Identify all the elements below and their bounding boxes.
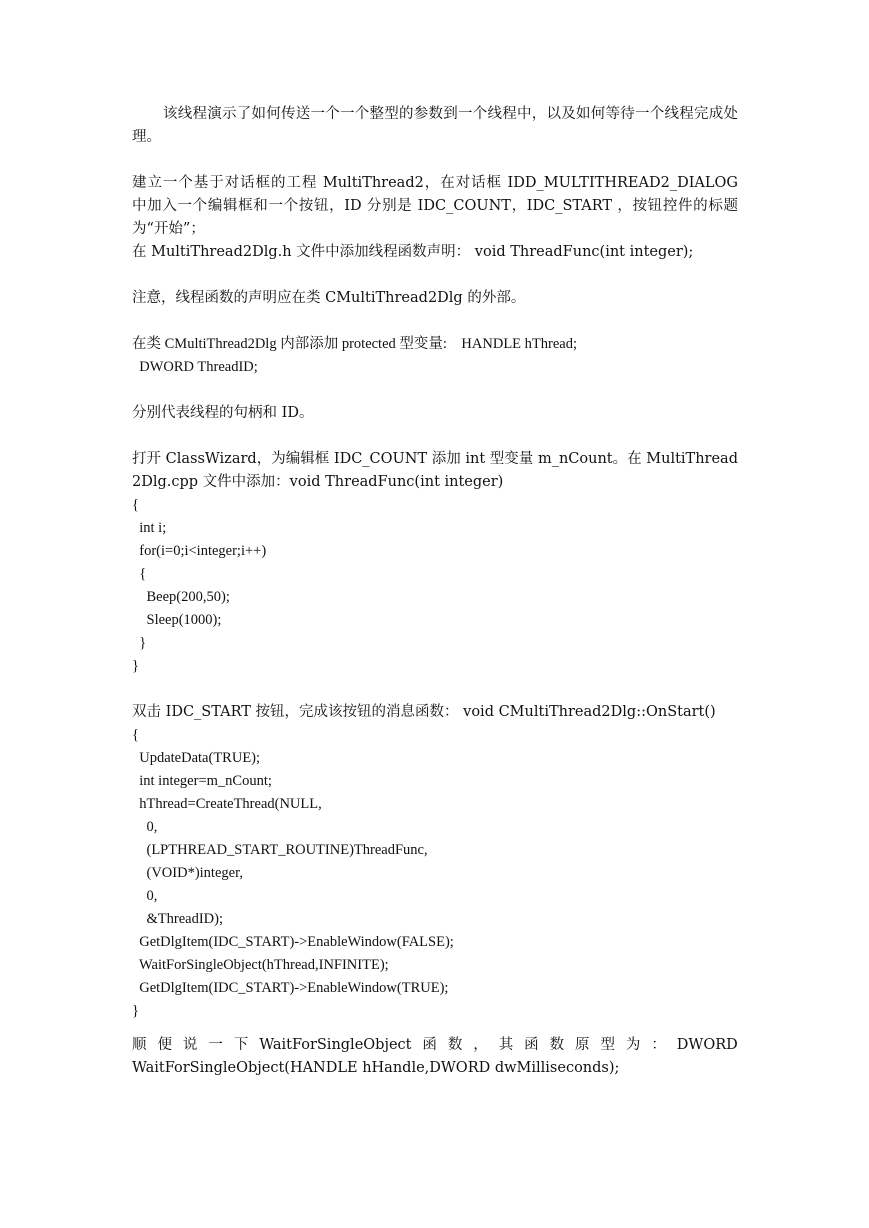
step1-paragraph: 建立一个基于对话框的工程 MultiThread2，在对话框 IDD_MULTITHREAD2_DIALOG 中加入一个编辑框和一个按钮，ID 分别是 IDC_COUNT，IDC_START ，按钮控件的标题为“开始”； <box>132 175 738 237</box>
paragraph-gap <box>132 425 738 448</box>
code-line: Sleep(1000); <box>132 612 222 628</box>
onstart-code-block <box>132 724 738 1023</box>
step2-paragraph: 在 MultiThread2Dlg.h 文件中添加线程函数声明： void ThreadFunc(int integer); <box>132 244 694 260</box>
final-word: 函 <box>422 1037 437 1053</box>
paragraph-gap <box>132 264 738 287</box>
code-line: { <box>132 727 139 743</box>
code-line: GetDlgItem(IDC_START)->EnableWindow(FALSE); <box>132 934 454 950</box>
code-line: Beep(200,50); <box>132 589 230 605</box>
code-line: int integer=m_nCount; <box>132 773 272 789</box>
final-word: ， <box>473 1037 488 1053</box>
final-word: 型 <box>600 1037 615 1053</box>
step5-paragraph: 双击 IDC_START 按钮，完成该按钮的消息函数： void CMultiThread2Dlg::OnStart() <box>132 704 716 720</box>
final-word: 一 <box>208 1037 223 1053</box>
final-paragraph-line1 <box>132 1034 738 1057</box>
final-word: DWORD <box>676 1037 738 1053</box>
handles-description: 分别代表线程的句柄和 ID。 <box>132 405 314 421</box>
code-line: GetDlgItem(IDC_START)->EnableWindow(TRUE); <box>132 980 449 996</box>
paragraph-gap <box>132 149 738 172</box>
code-line: (LPTHREAD_START_ROUTINE)ThreadFunc, <box>132 842 428 858</box>
final-word: 函 <box>524 1037 539 1053</box>
code-line: { <box>132 566 147 582</box>
final-word: 顺 <box>132 1037 147 1053</box>
step3-line1: 在类 CMultiThread2Dlg 内部添加 protected 型变量: HANDLE hThread; <box>132 336 577 352</box>
final-word: 原 <box>575 1037 590 1053</box>
code-line: { <box>132 497 139 513</box>
final-word: 便 <box>157 1037 172 1053</box>
final-word: 为 <box>625 1037 641 1053</box>
step4-paragraph: 打开 ClassWizard，为编辑框 IDC_COUNT 添加 int 型变量 m_nCount。在 MultiThread2Dlg.cpp 文件中添加：void ThreadFunc(int integer) <box>132 451 738 490</box>
code-line: } <box>132 658 139 674</box>
document-body <box>132 103 738 1080</box>
code-line: 0, <box>132 888 158 904</box>
code-line: hThread=CreateThread(NULL, <box>132 796 322 812</box>
code-line: WaitForSingleObject(hThread,INFINITE); <box>132 957 389 973</box>
final-word: 说 <box>182 1037 198 1053</box>
code-line: int i; <box>132 520 167 536</box>
code-line: for(i=0;i<integer;i++) <box>132 543 267 559</box>
final-word: 数 <box>447 1037 463 1053</box>
intro-paragraph: 该线程演示了如何传送一个一个整型的参数到一个线程中，以及如何等待一个线程完成处理。 <box>132 106 738 145</box>
paragraph-gap <box>132 310 738 333</box>
code-line: } <box>132 1003 139 1019</box>
step3-line2: DWORD ThreadID; <box>132 359 258 375</box>
code-line: UpdateData(TRUE); <box>132 750 261 766</box>
code-line: 0, <box>132 819 158 835</box>
paragraph-gap <box>132 1023 738 1034</box>
threadfunc-code-block <box>132 494 738 678</box>
note-paragraph: 注意，线程函数的声明应在类 CMultiThread2Dlg 的外部。 <box>132 290 526 306</box>
final-word: ： <box>651 1037 666 1053</box>
paragraph-gap <box>132 678 738 701</box>
final-word: 其 <box>498 1037 514 1053</box>
final-word: WaitForSingleObject <box>259 1037 412 1053</box>
code-line: &ThreadID); <box>132 911 223 927</box>
final-word: 下 <box>233 1037 249 1053</box>
final-paragraph-line2: WaitForSingleObject(HANDLE hHandle,DWORD dwMilliseconds); <box>132 1060 620 1076</box>
paragraph-gap <box>132 379 738 402</box>
code-line: } <box>132 635 147 651</box>
code-line: (VOID*)integer, <box>132 865 243 881</box>
final-word: 数 <box>549 1037 565 1053</box>
